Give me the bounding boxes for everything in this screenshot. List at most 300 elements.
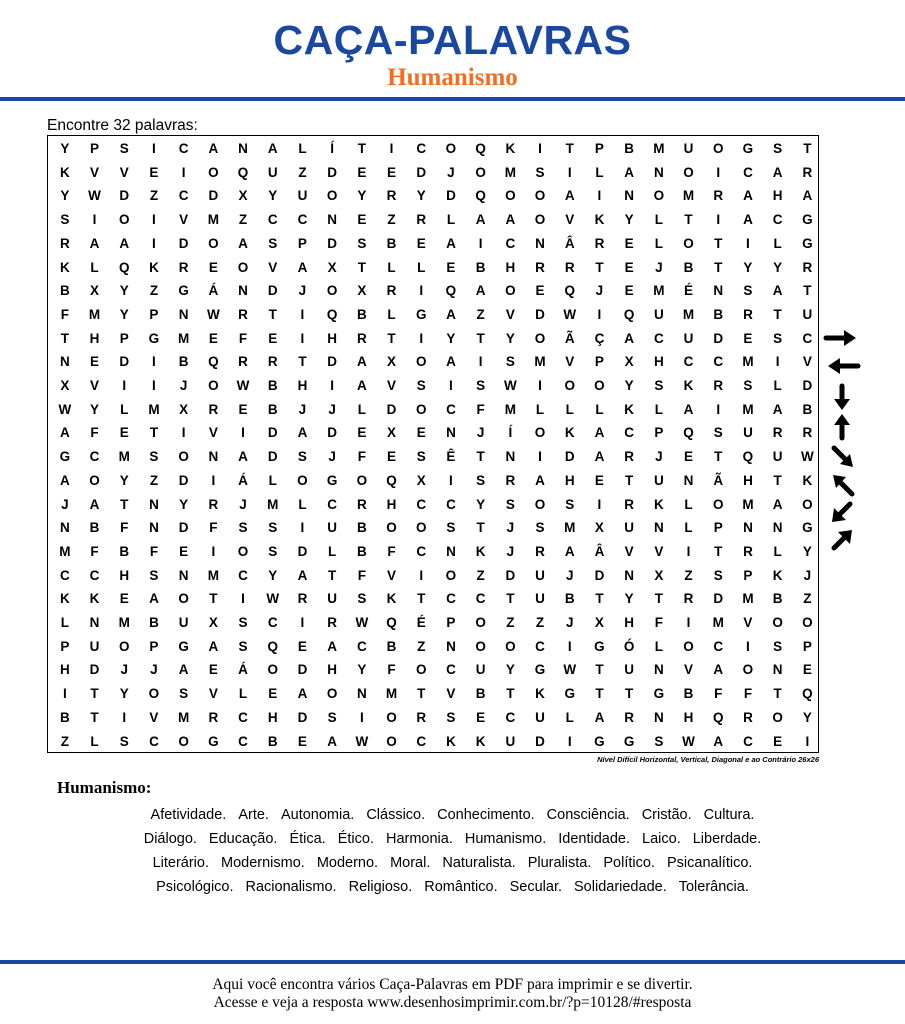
grid-cell: N [149, 520, 159, 536]
grid-cell: Ç [594, 330, 605, 346]
grid-cell: T [714, 259, 723, 275]
grid-cell: O [683, 235, 694, 251]
grid-cell: R [356, 330, 367, 346]
grid-cell: D [327, 354, 338, 370]
grid-cell: W [236, 378, 250, 393]
grid-cell: T [654, 591, 663, 607]
grid-cell: U [802, 306, 813, 322]
grid-cell: O [683, 164, 694, 180]
grid-cell: E [416, 235, 426, 251]
word-item: Cristão. [641, 807, 692, 823]
grid-cell: I [419, 567, 424, 583]
grid-cell: I [122, 709, 127, 725]
grid-cell: F [743, 686, 753, 702]
grid-cell: C [446, 662, 456, 678]
grid-cell: H [297, 378, 308, 393]
grid-row [48, 516, 820, 540]
grid-cell: L [90, 733, 99, 749]
word-item: Secular. [509, 879, 563, 895]
grid-cell: Y [773, 259, 783, 275]
grid-cell: B [564, 591, 575, 607]
grid-cell: H [505, 259, 516, 275]
grid-cell: I [449, 472, 453, 488]
grid-cell: U [535, 591, 545, 607]
letter-grid [47, 135, 819, 753]
grid-cell: L [654, 638, 663, 654]
grid-cell: H [327, 330, 338, 346]
grid-cell: D [564, 449, 575, 465]
grid-cell: O [208, 164, 219, 180]
grid-cell: F [60, 306, 69, 322]
grid-cell: T [506, 686, 515, 702]
grid-row [48, 137, 820, 161]
word-item: Laico. [642, 831, 681, 847]
grid-cell: C [505, 709, 516, 725]
grid-row [48, 682, 820, 706]
grid-cell: U [653, 472, 664, 488]
grid-cell: S [773, 141, 783, 156]
grid-cell: A [208, 141, 219, 156]
grid-cell: G [178, 638, 189, 654]
grid-cell: C [416, 496, 427, 512]
grid-cell: G [415, 306, 427, 322]
grid-cell: C [89, 449, 100, 465]
grid-cell: O [683, 638, 694, 654]
grid-cell: T [149, 425, 159, 441]
grid-cell: A [356, 354, 367, 370]
grid-cell: K [505, 141, 516, 156]
grid-cell: A [89, 496, 100, 512]
grid-cell: D [535, 733, 545, 749]
grid-cell: I [181, 164, 186, 180]
word-item: Conhecimento. [437, 807, 535, 823]
grid-cell: C [475, 591, 486, 607]
grid-cell: R [535, 543, 545, 559]
word-item: Religioso. [348, 879, 413, 895]
grid-cell: T [90, 709, 99, 725]
grid-cell: I [567, 638, 572, 654]
grid-cell: U [505, 733, 516, 749]
word-item: Diálogo. [143, 831, 197, 847]
grid-cell: C [416, 141, 427, 156]
grid-cell: E [268, 330, 278, 346]
grid-cell: O [475, 638, 486, 654]
grid-cell: I [567, 733, 572, 749]
grid-cell: E [773, 733, 783, 749]
grid-cell: S [654, 378, 664, 393]
grid-cell: T [298, 354, 307, 370]
grid-cell: R [624, 709, 635, 725]
grid-cell: O [802, 615, 813, 630]
grid-cell: I [716, 212, 721, 228]
grid-cell: D [327, 235, 338, 251]
grid-cell: M [385, 686, 398, 702]
grid-row [48, 469, 820, 493]
grid-cell: Q [475, 188, 486, 204]
grid-cell: L [298, 496, 307, 512]
grid-cell: I [746, 235, 750, 251]
grid-cell: E [387, 449, 397, 465]
grid-cell: C [624, 425, 635, 441]
grid-cell: M [59, 543, 71, 559]
grid-cell: O [386, 709, 397, 725]
grid-cell: Y [60, 141, 70, 156]
grid-row [48, 611, 820, 635]
grid-cell: I [597, 496, 602, 512]
grid-cell: Q [802, 686, 813, 702]
grid-cell: R [505, 472, 516, 488]
grid-cell: H [683, 709, 694, 725]
grid-row [48, 303, 820, 327]
grid-cell: E [90, 354, 100, 370]
grid-cell: B [59, 283, 70, 299]
grid-cell: P [119, 330, 129, 346]
grid-cell: N [356, 686, 367, 702]
grid-cell: J [655, 259, 663, 275]
grid-cell: T [684, 212, 693, 228]
grid-cell: O [534, 496, 546, 512]
grid-cell: L [120, 401, 129, 417]
grid-cell: Z [60, 733, 69, 749]
grid-cell: Z [803, 591, 812, 607]
grid-cell: X [60, 378, 70, 393]
grid-cell: Y [268, 188, 278, 204]
grid-cell: A [713, 733, 724, 749]
grid-cell: N [238, 283, 248, 299]
grid-cell: V [565, 212, 575, 228]
grid-cell: W [88, 188, 101, 204]
grid-cell: R [416, 709, 427, 725]
grid-cell: N [178, 567, 189, 583]
grid-cell: U [178, 615, 189, 630]
grid-cell: I [449, 378, 453, 393]
grid-cell: O [505, 188, 516, 204]
grid-cell: F [654, 615, 663, 630]
grid-cell: R [267, 354, 278, 370]
grid-cell: S [505, 354, 515, 370]
grid-cell: R [238, 306, 248, 322]
grid-cell: T [328, 567, 337, 583]
grid-cell: R [802, 425, 813, 441]
grid-cell: Y [624, 212, 634, 228]
grid-cell: F [149, 543, 159, 559]
grid-cell: I [300, 520, 305, 536]
grid-cell: Y [90, 401, 100, 417]
grid-cell: M [653, 141, 665, 156]
grid-cell: G [208, 733, 219, 749]
grid-cell: Y [446, 330, 456, 346]
grid-cell: W [682, 733, 695, 749]
grid-cell: O [386, 733, 397, 749]
grid-cell: J [298, 283, 307, 299]
word-item: Educação. [208, 831, 278, 847]
grid-cell: A [446, 354, 456, 370]
grid-cell: Q [445, 283, 457, 299]
grid-cell: B [59, 709, 70, 725]
grid-cell: R [208, 709, 219, 725]
grid-cell: K [653, 496, 664, 512]
footer-line-2: Acesse e veja a resposta www.desenhosimprimir.com.br/?p=10128/#resposta [213, 994, 692, 1011]
grid-cell: N [89, 615, 100, 630]
grid-cell: O [742, 662, 754, 678]
grid-cell: H [89, 330, 100, 346]
grid-cell: M [742, 401, 754, 417]
grid-cell: S [268, 235, 278, 251]
grid-cell: M [742, 354, 754, 370]
grid-cell: T [417, 591, 426, 607]
grid-cell: R [594, 235, 605, 251]
grid-cell: Y [743, 259, 753, 275]
grid-cell: L [238, 686, 248, 702]
grid-cell: I [597, 306, 602, 322]
grid-cell: E [357, 425, 367, 441]
grid-cell: Y [119, 306, 129, 322]
grid-cell: C [802, 330, 813, 346]
grid-cell: R [178, 259, 189, 275]
grid-cell: G [802, 212, 813, 228]
word-item: Romântico. [424, 879, 498, 895]
word-item: Harmonia. [385, 831, 453, 847]
grid-cell: Í [508, 425, 513, 441]
grid-cell: I [211, 472, 216, 488]
grid-cell: T [714, 543, 723, 559]
down-arrow [834, 386, 850, 410]
word-item: Afetividade. [150, 807, 227, 823]
grid-cell: A [297, 425, 308, 441]
footer-line-1: Aqui você encontra vários Caça-Palavras em PDF para imprimir e se divertir. [212, 976, 693, 993]
grid-cell: I [211, 543, 216, 559]
grid-cell: X [238, 188, 248, 204]
grid-cell: E [624, 235, 634, 251]
grid-cell: O [564, 378, 575, 393]
grid-cell: G [178, 283, 189, 299]
grid-cell: B [178, 354, 189, 370]
grid-cell: M [207, 567, 219, 583]
grid-cell: O [415, 354, 427, 370]
grid-cell: Z [535, 615, 545, 630]
grid-cell: K [89, 591, 100, 607]
grid-cell: Z [149, 283, 159, 299]
grid-cell: O [445, 141, 457, 156]
grid-cell: J [447, 164, 455, 180]
word-item: Consciência. [546, 807, 630, 823]
word-item: Naturalista. [442, 855, 516, 871]
grid-cell: S [743, 283, 753, 299]
grid-cell: E [149, 164, 159, 180]
grid-cell: S [60, 212, 70, 228]
grid-cell: N [446, 543, 456, 559]
grid-cell: M [504, 164, 516, 180]
grid-cell: I [597, 188, 602, 204]
word-item: Tolerância. [678, 879, 749, 895]
grid-cell: I [152, 354, 156, 370]
grid-cell: B [149, 615, 159, 630]
grid-row [48, 350, 820, 374]
grid-cell: J [655, 449, 663, 465]
grid-cell: C [683, 354, 694, 370]
grid-cell: V [387, 567, 397, 583]
grid-cell: O [89, 472, 100, 488]
grid-cell: V [208, 425, 218, 441]
grid-cell: K [59, 164, 70, 180]
grid-cell: Q [564, 283, 575, 299]
grid-cell: D [416, 164, 427, 180]
grid-cell: M [118, 615, 130, 630]
grid-cell: N [653, 520, 664, 536]
grid-cell: V [149, 709, 159, 725]
grid-cell: A [327, 638, 338, 654]
grid-cell: K [59, 591, 70, 607]
grid-cell: Ã [713, 472, 724, 488]
grid-cell: A [772, 164, 783, 180]
grid-cell: L [773, 543, 782, 559]
grid-cell: S [119, 141, 129, 156]
grid-cell: D [119, 354, 130, 370]
word-item: Ético. [337, 831, 374, 847]
grid-cell: R [713, 188, 724, 204]
grid-row [48, 398, 820, 422]
grid-cell: O [534, 425, 546, 441]
grid-cell: T [803, 283, 812, 299]
grid-cell: I [419, 330, 424, 346]
grid-cell: D [119, 188, 130, 204]
grid-cell: C [743, 164, 753, 180]
grid-cell: C [416, 733, 427, 749]
grid-cell: J [476, 425, 485, 441]
grid-cell: Q [267, 638, 278, 654]
grid-cell: X [654, 567, 664, 583]
grid-cell: T [387, 330, 396, 346]
grid-cell: D [267, 425, 278, 441]
grid-cell: I [62, 686, 67, 702]
grid-cell: H [59, 662, 70, 678]
grid-cell: F [120, 520, 129, 536]
grid-cell: J [120, 662, 128, 678]
grid-cell: C [149, 733, 159, 749]
grid-cell: Y [505, 330, 515, 346]
grid-cell: J [565, 567, 574, 583]
grid-cell: L [654, 401, 663, 417]
grid-cell: K [683, 378, 694, 393]
grid-cell: O [148, 686, 160, 702]
grid-cell: A [772, 401, 783, 417]
grid-cell: Q [237, 164, 249, 180]
grid-cell: E [357, 212, 367, 228]
grid-cell: A [297, 567, 308, 583]
grid-cell: E [208, 330, 218, 346]
grid-cell: K [564, 425, 575, 441]
grid-cell: S [357, 591, 367, 607]
grid-cell: C [446, 401, 456, 417]
grid-row [48, 232, 820, 256]
grid-cell: C [416, 543, 427, 559]
grid-cell: N [446, 638, 456, 654]
grid-cell: D [297, 709, 308, 725]
grid-cell: T [714, 235, 723, 251]
grid-cell: Q [742, 449, 754, 465]
grid-cell: T [625, 686, 634, 702]
grid-cell: T [268, 306, 277, 322]
grid-cell: O [653, 188, 665, 204]
word-item: Autonomia. [280, 807, 355, 823]
grid-cell: C [238, 733, 248, 749]
grid-cell: G [594, 638, 605, 654]
grid-cell: R [624, 449, 635, 465]
grid-cell: G [802, 520, 813, 536]
grid-cell: E [208, 662, 218, 678]
grid-cell: R [743, 306, 753, 322]
grid-cell: S [446, 709, 456, 725]
grid-cell: S [238, 638, 248, 654]
grid-cell: I [152, 212, 156, 228]
grid-cell: R [683, 591, 694, 607]
grid-cell: M [118, 449, 130, 465]
grid-cell: U [653, 306, 664, 322]
grid-cell: T [714, 449, 723, 465]
grid-cell: X [357, 283, 367, 299]
grid-cell: O [237, 543, 249, 559]
grid-cell: L [535, 401, 545, 417]
grid-cell: O [772, 615, 783, 630]
grid-cell: I [538, 141, 542, 156]
grid-cell: K [535, 686, 545, 702]
grid-cell: D [594, 567, 605, 583]
grid-cell: A [505, 212, 516, 228]
grid-cell: N [653, 164, 664, 180]
grid-cell: Á [238, 472, 248, 488]
word-item: Moral. [390, 855, 431, 871]
grid-cell: D [267, 449, 278, 465]
grid-row [48, 421, 820, 445]
grid-cell: S [238, 615, 248, 630]
grid-cell: D [267, 283, 278, 299]
grid-row [48, 327, 820, 351]
grid-cell: I [241, 591, 245, 607]
grid-cell: R [743, 709, 753, 725]
grid-cell: A [475, 212, 486, 228]
grid-cell: I [359, 709, 364, 725]
grid-cell: B [683, 259, 694, 275]
grid-cell: Á [208, 283, 219, 299]
grid-cell: U [535, 567, 545, 583]
grid-cell: W [503, 378, 517, 393]
grid-cell: A [772, 496, 783, 512]
grid-cell: E [357, 164, 367, 180]
grid-cell: G [594, 733, 605, 749]
grid-cell: X [416, 472, 426, 488]
grid-cell: U [327, 591, 338, 607]
grid-cell: U [624, 520, 635, 536]
grid-cell: J [595, 283, 604, 299]
grid-cell: I [92, 212, 97, 228]
grid-cell: W [800, 449, 814, 465]
grid-cell: U [683, 141, 694, 156]
grid-cell: M [564, 520, 576, 536]
grid-cell: S [476, 378, 486, 393]
grid-cell: D [446, 188, 456, 204]
grid-cell: N [624, 567, 635, 583]
top-divider [0, 97, 905, 101]
grid-row [48, 730, 820, 754]
grid-cell: S [565, 496, 575, 512]
grid-cell: H [564, 472, 575, 488]
grid-cell: Q [475, 141, 486, 156]
grid-cell: L [328, 543, 337, 559]
grid-cell: H [624, 615, 635, 630]
grid-row [48, 279, 820, 303]
up-left-arrow [833, 475, 852, 494]
grid-cell: R [564, 259, 575, 275]
